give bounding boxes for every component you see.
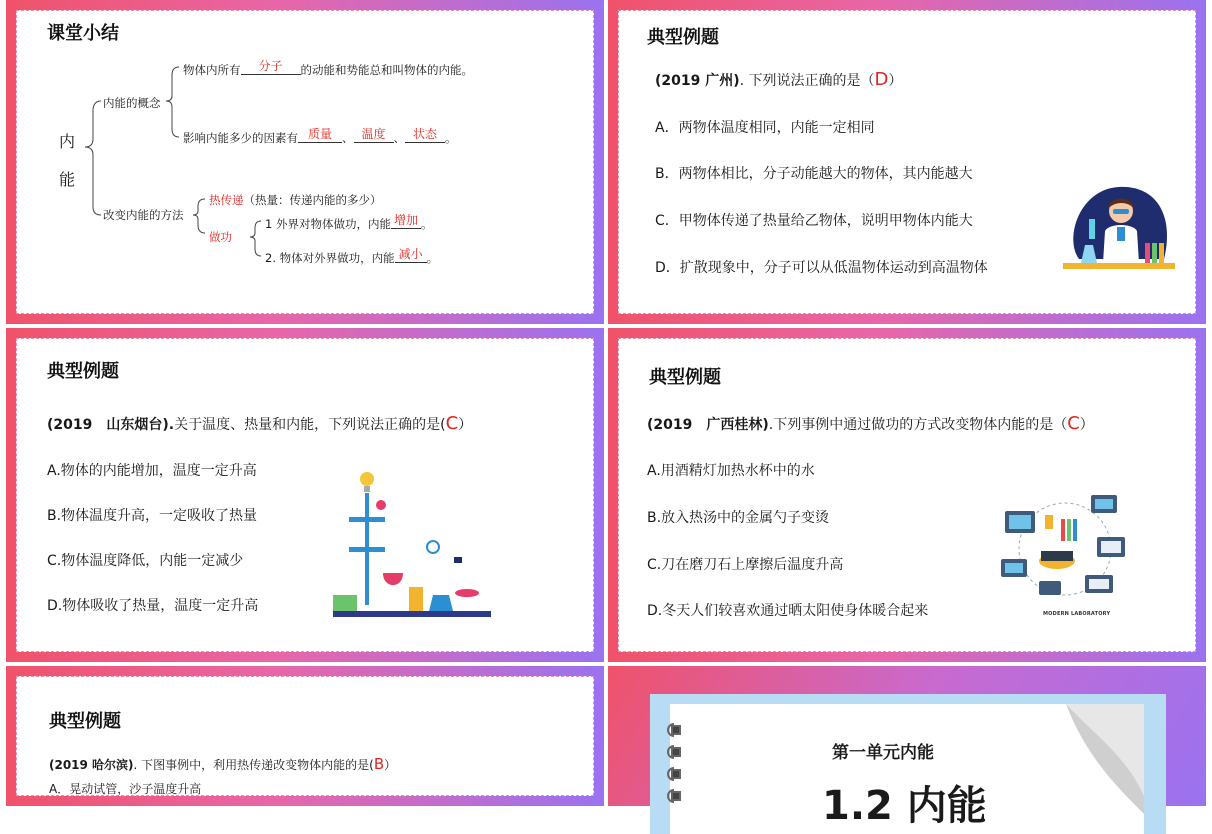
option-a: A.物体的内能增加，温度一定升高 [47, 463, 257, 479]
slide-unit-cover [608, 666, 1206, 829]
question-stem: (2019 广西桂林).下列事例中通过做功的方式改变物体内能的是（C） [647, 413, 1094, 434]
heat-transfer-line: 热传递（热量：传递内能的多少） [209, 193, 382, 207]
answer-decrease: 减小 [395, 245, 427, 263]
answer-state: 状态 [405, 125, 445, 143]
answer-molecule: 分子 [241, 57, 301, 75]
answer-increase: 增加 [391, 211, 421, 229]
option-c: C.刀在磨刀石上摩擦后温度升高 [647, 557, 844, 573]
answer-letter: C [445, 413, 459, 434]
page-curl [1056, 696, 1146, 816]
question-stem: (2019 哈尔滨). 下图事例中，利用热传递改变物体内能的是(B） [49, 755, 397, 773]
scientist-illustration [1059, 179, 1179, 279]
answer-mass: 质量 [298, 125, 342, 143]
slide-title: 典型例题 [647, 27, 719, 48]
option-d: D．扩散现象中，分子可以从低温物体运动到高温物体 [655, 260, 988, 276]
option-d: D.物体吸收了热量，温度一定升高 [47, 598, 259, 614]
root-char-1: 内 [59, 132, 76, 151]
option-a: A.用酒精灯加热水杯中的水 [647, 463, 815, 479]
option-b: B.物体温度升高，一定吸收了热量 [47, 508, 258, 524]
method-label: 改变内能的方法 [103, 208, 184, 222]
option-c: C.物体温度降低，内能一定减少 [47, 553, 244, 569]
option-b: B.放入热汤中的金属勺子变烫 [647, 510, 830, 526]
answer-letter: C [1067, 413, 1080, 434]
root-char-2: 能 [59, 170, 76, 189]
slide-title: 典型例题 [49, 711, 121, 732]
slide-example-4 [6, 666, 604, 806]
slide-title: 课堂小结 [47, 23, 119, 44]
slide-summary [6, 0, 604, 324]
work-line-1: 1 外界对物体做功，内能 增加 。 [265, 213, 433, 231]
slide-title: 典型例题 [649, 367, 721, 388]
option-b: B．两物体相比，分子动能越大的物体，其内能越大 [655, 166, 973, 182]
answer-letter: D [874, 69, 889, 90]
answer-temperature: 温度 [354, 125, 394, 143]
work-line-2: 2. 物体对外界做功，内能 减小 。 [265, 247, 439, 265]
concept-line-1: 物体内所有 分子 的动能和势能总和叫物体的内能。 [183, 59, 473, 77]
work-label: 做功 [209, 230, 232, 244]
slide-example-1 [608, 0, 1206, 324]
modern-laboratory-illustration [1001, 489, 1131, 619]
concept-line-2: 影响内能多少的因素有 质量 、 温度 、 状态 。 [183, 127, 457, 145]
slide-example-3 [608, 328, 1206, 662]
slide-example-2 [6, 328, 604, 662]
notebook-rings [656, 718, 686, 828]
answer-letter: B [373, 755, 385, 773]
slide-title: 典型例题 [47, 361, 119, 382]
question-stem: (2019 山东烟台).关于温度、热量和内能，下列说法正确的是(C） [47, 413, 473, 434]
lab-caption: MODERN LABORATORY [1043, 611, 1111, 617]
option-a: A．两物体温度相同，内能一定相同 [655, 120, 875, 136]
unit-label: 第一单元内能 [832, 743, 934, 763]
question-stem: (2019 广州). 下列说法正确的是（D） [655, 69, 903, 90]
option-c: C．甲物体传递了热量给乙物体，说明甲物体内能大 [655, 213, 973, 229]
option-d: D.冬天人们较喜欢通过晒太阳使身体暖合起来 [647, 603, 929, 619]
option-a: A．晃动试管，沙子温度升高 [49, 782, 202, 796]
concept-label: 内能的概念 [103, 96, 161, 110]
lesson-title: 1.2 内能 [822, 783, 987, 829]
lab-equipment-illustration [329, 469, 499, 619]
